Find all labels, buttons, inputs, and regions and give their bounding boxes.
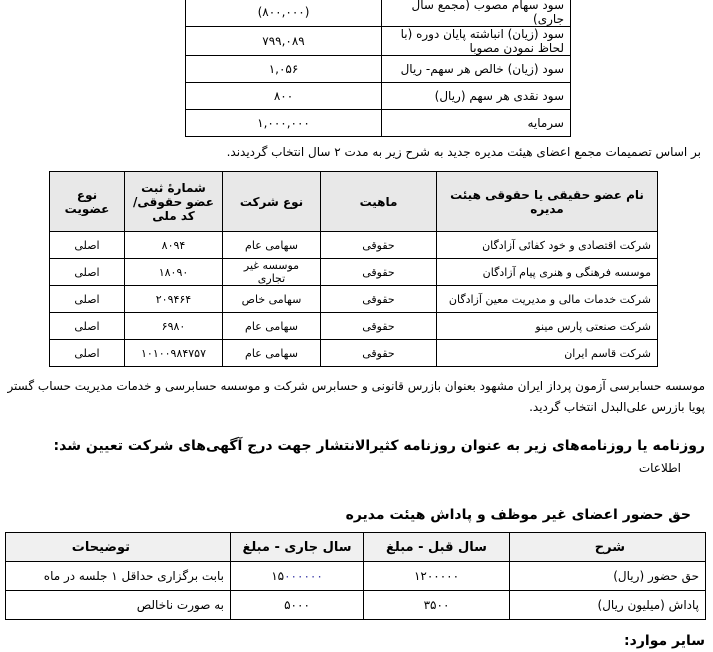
auditor-text: موسسه حسابرسی آزمون پرداز ایران مشهود بعنوان بازرس قانونی و حسابرس شرکت و موسسه حسابرسی و خدمات مدیریت حساب گستر پویا بازرس علی‌البدل انتخاب گردید. xyxy=(7,379,705,414)
rem-description: حق حضور (ریال) xyxy=(510,562,706,591)
table-row xyxy=(186,110,571,137)
member-reg-no: ۶۹۸۰ xyxy=(125,313,223,340)
member-name: موسسه فرهنگی و هنری پیام آزادگان xyxy=(437,259,658,286)
member-nature: حقوقی xyxy=(321,313,437,340)
member-nature: حقوقی xyxy=(321,232,437,259)
member-nature: حقوقی xyxy=(321,340,437,367)
newspaper-heading: روزنامه یا روزنامه‌های زیر به عنوان روزنامه کثیرالانتشار جهت درج آگهی‌های شرکت تعیین شد: xyxy=(53,438,705,454)
row-label: سود سهام مصوب (مجمع سال جاری) xyxy=(382,0,571,27)
financial-summary-table xyxy=(185,0,571,137)
header-description: شرح xyxy=(510,533,706,562)
member-membership: اصلی xyxy=(50,340,125,367)
rem-description: پاداش (میلیون ریال) xyxy=(510,591,706,620)
row-value: ۱,۰۰۰,۰۰۰ xyxy=(186,110,382,137)
member-name: شرکت صنعتی پارس مینو xyxy=(437,313,658,340)
rem-notes: به صورت ناخالص xyxy=(6,591,231,620)
member-membership: اصلی xyxy=(50,259,125,286)
row-value: (۸۰۰,۰۰۰) xyxy=(186,0,382,27)
table-row xyxy=(50,286,658,313)
header-membership: نوع عضویت xyxy=(50,172,125,232)
member-nature: حقوقی xyxy=(321,286,437,313)
row-label: سود (زیان) انباشته پایان دوره (با لحاظ نمودن مصوبا xyxy=(382,27,571,56)
header-nature: ماهیت xyxy=(321,172,437,232)
header-company-type: نوع شرکت xyxy=(223,172,321,232)
rem-prev-year: ۱۲۰۰۰۰۰ xyxy=(364,562,510,591)
rem-current-year-prefix: ۵۰۰۰ xyxy=(284,598,310,612)
table-row xyxy=(186,56,571,83)
row-value: ۱,۰۵۶ xyxy=(186,56,382,83)
table-row xyxy=(50,340,658,367)
header-notes: توضیحات xyxy=(6,533,231,562)
other-items-heading: سایر موارد: xyxy=(624,633,705,649)
table-row xyxy=(50,259,658,286)
row-label: سود نقدی هر سهم (ریال) xyxy=(382,83,571,110)
table-row xyxy=(50,313,658,340)
row-value: ۷۹۹,۰۸۹ xyxy=(186,27,382,56)
member-reg-no: ۲۰۹۴۶۴ xyxy=(125,286,223,313)
remuneration-heading: حق حضور اعضای غیر موظف و پاداش هیئت مدیره xyxy=(345,507,691,523)
rem-prev-year: ۳۵۰۰ xyxy=(364,591,510,620)
member-reg-no: ۱۰۱۰۰۹۸۴۷۵۷ xyxy=(125,340,223,367)
table-header-row xyxy=(50,172,658,232)
board-members-table xyxy=(49,171,658,367)
member-company-type: سهامی عام xyxy=(223,232,321,259)
header-prev-year: سال قبل - مبلغ xyxy=(364,533,510,562)
header-current-year: سال جاری - مبلغ xyxy=(231,533,364,562)
member-reg-no: ۸۰۹۴ xyxy=(125,232,223,259)
newspaper-value: اطلاعات xyxy=(638,461,681,475)
member-company-type: سهامی عام xyxy=(223,340,321,367)
header-reg-no: شمارهٔ ثبت عضو حقوقی/کد ملی xyxy=(125,172,223,232)
table-row xyxy=(6,591,706,620)
member-company-type: موسسه غیر تجاری xyxy=(223,259,321,286)
member-name: شرکت خدمات مالی و مدیریت معین آزادگان xyxy=(437,286,658,313)
rem-current-year xyxy=(231,562,364,591)
member-company-type: سهامی خاص xyxy=(223,286,321,313)
table-row xyxy=(186,0,571,27)
table-row xyxy=(50,232,658,259)
member-name: شرکت اقتصادی و خود کفائی آزادگان xyxy=(437,232,658,259)
table-row xyxy=(186,83,571,110)
row-label: سرمایه xyxy=(382,110,571,137)
rem-current-year-prefix: ۱۵ xyxy=(271,569,285,583)
member-membership: اصلی xyxy=(50,232,125,259)
member-name: شرکت قاسم ایران xyxy=(437,340,658,367)
table-row xyxy=(6,562,706,591)
header-name: نام عضو حقیقی یا حقوقی هیئت مدیره xyxy=(437,172,658,232)
rem-current-year-dots: ۰۰۰۰۰۰ xyxy=(284,569,323,583)
member-membership: اصلی xyxy=(50,286,125,313)
rem-notes: بابت برگزاری حداقل ۱ جلسه در ماه xyxy=(6,562,231,591)
row-label: سود (زیان) خالص هر سهم- ریال xyxy=(382,56,571,83)
remuneration-table xyxy=(5,532,706,620)
member-company-type: سهامی عام xyxy=(223,313,321,340)
row-value: ۸۰۰ xyxy=(186,83,382,110)
table-header-row xyxy=(6,533,706,562)
table-row xyxy=(186,27,571,56)
board-intro-text: بر اساس تصمیمات مجمع اعضای هیئت مدیره جدید به شرح زیر به مدت ۲ سال انتخاب گردیدند. xyxy=(226,145,701,159)
member-nature: حقوقی xyxy=(321,259,437,286)
member-reg-no: ۱۸۰۹۰ xyxy=(125,259,223,286)
rem-current-year xyxy=(231,591,364,620)
member-membership: اصلی xyxy=(50,313,125,340)
